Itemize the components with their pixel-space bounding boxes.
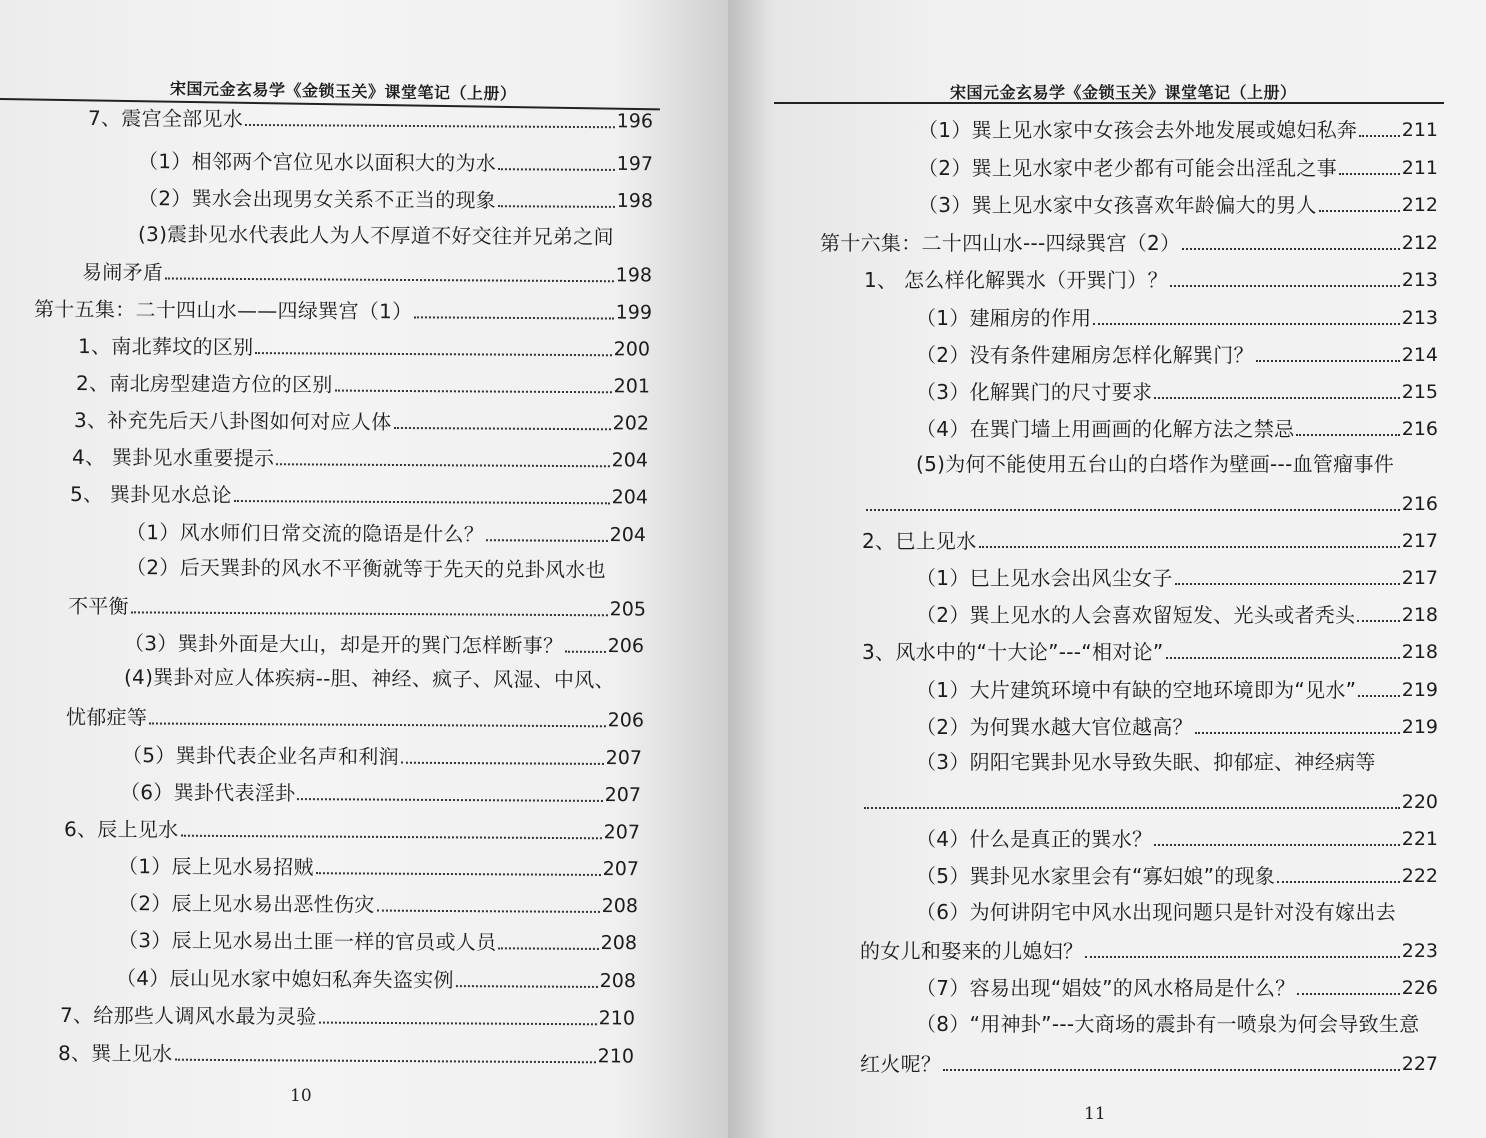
right-header-rule [774,102,1444,104]
toc-entry: （1）巽上见水家中女孩会去外地发展或媳妇私奔 211 [918,118,1438,142]
toc-entry-text: （2）后天巽卦的风水不平衡就等于先天的兑卦风水也 [125,555,607,582]
toc-entry: （1）巳上见水会出风尘女子 217 [916,566,1438,590]
toc-entry-text: （8）“用神卦”---大商场的震卦有一喷泉为何会导致生意 [916,1012,1420,1036]
toc-entry: 红火呢？ 227 [860,1052,1438,1076]
toc-entry: （1）大片建筑环境中有缺的空地环境即为“见水” 219 [916,678,1438,702]
toc-entry: 易闹矛盾 198 [81,260,653,287]
toc-entry: （1）相邻两个宫位见水以面积大的为水 197 [137,149,654,176]
toc-entry: （2）巽上见水的人会喜欢留短发、光头或者秃头 218 [916,603,1438,627]
left-page-header: 宋国元金玄易学《金锁玉关》课堂笔记（上册） [169,79,517,104]
toc-entry: （3）辰上见水易出土匪一样的官员或人员 208 [117,928,638,955]
toc-entry: （2）巽水会出现男女关系不正当的现象 198 [137,186,654,213]
toc-entry-text: (5)为何不能使用五台山的白塔作为壁画---血管瘤事件 [916,452,1395,476]
toc-entry: 6、辰上见水 207 [63,817,641,844]
toc-entry: 3、风水中的“十大论”---“相对论” 218 [862,640,1438,664]
toc-entry: 220 [862,788,1438,814]
toc-entry: 3、补充先后天八卦图如何对应人体 202 [73,408,650,435]
toc-entry-text: (4)巽卦对应人体疾病--胆、神经、疯子、风湿、中风、 [123,665,615,692]
toc-entry: （1）辰上见水易招贼 207 [117,854,640,881]
toc-entry: 1、南北葬坟的区别 200 [77,334,651,361]
toc-entry: （4）在巽门墙上用画画的化解方法之禁忌 216 [916,417,1438,441]
toc-entry: （3）化解巽门的尺寸要求 215 [916,380,1438,404]
left-page-number: 10 [290,1086,312,1106]
toc-entry: （2）为何巽水越大官位越高？ 219 [916,715,1438,739]
toc-chapter: 第十五集：二十四山水——四绿巽宫（1） 199 [33,297,653,324]
toc-entry: 8、巽上见水 210 [57,1041,635,1068]
toc-entry: （1）建厢房的作用 213 [916,306,1438,330]
toc-entry: （4）什么是真正的巽水？ 221 [916,827,1438,851]
right-page [728,0,1486,1138]
toc-entry: （2）辰上见水易出恶性伤灾 208 [117,891,639,918]
toc-entry: （5）巽卦见水家里会有“寡妇娘”的现象 222 [916,864,1438,888]
toc-entry: （3）巽上见水家中女孩喜欢年龄偏大的男人 212 [918,193,1438,217]
toc-entry: 7、震宫全部见水 196 [87,106,654,133]
toc-entry: （3）巽卦外面是大山，却是开的巽门怎样断事？ 206 [123,631,645,658]
right-page-header: 宋国元金玄易学《金锁玉关》课堂笔记（上册） [950,83,1297,102]
toc-entry: 216 [864,490,1438,516]
toc-entry: 不平衡 205 [67,594,647,621]
toc-entry: 2、巳上见水 217 [862,529,1438,553]
toc-entry: （5）巽卦代表企业名声和利润 207 [121,743,643,770]
toc-entry: 忧郁症等 206 [65,705,645,732]
toc-entry: （1）风水师们日常交流的隐语是什么？ 204 [125,520,647,547]
toc-entry: （7）容易出现“娼妓”的风水格局是什么？ 226 [916,976,1438,1000]
toc-entry: 4、 巽卦见水重要提示 204 [71,445,649,472]
right-page-number: 11 [1084,1104,1106,1124]
toc-entry-text: （6）为何讲阴宅中风水出现问题只是针对没有嫁出去 [916,900,1396,924]
toc-entry: 5、 巽卦见水总论 204 [69,482,649,509]
left-page [0,0,728,1138]
toc-entry-text: （3）阴阳宅巽卦见水导致失眠、抑郁症、神经病等 [916,750,1376,774]
toc-entry: 的女儿和娶来的儿媳妇？ 223 [860,939,1438,963]
toc-entry-text: (3)震卦见水代表此人为人不厚道不好交往并兄弟之间 [137,222,614,249]
toc-entry: （6）巽卦代表淫卦 207 [119,780,642,807]
toc-entry: （2）巽上见水家中老少都有可能会出淫乱之事 211 [918,156,1438,180]
toc-entry: （2）没有条件建厢房怎样化解巽门？ 214 [916,343,1438,367]
toc-entry: （4）辰山见水家中媳妇私奔失盗实例 208 [115,966,637,993]
toc-entry: 1、 怎么样化解巽水（开巽门）？ 213 [864,268,1438,292]
toc-entry: 7、给那些人调风水最为灵验 210 [59,1003,636,1030]
toc-chapter: 第十六集：二十四山水---四绿巽宫（2） 212 [820,231,1438,255]
toc-entry: 2、南北房型建造方位的区别 201 [75,371,651,398]
